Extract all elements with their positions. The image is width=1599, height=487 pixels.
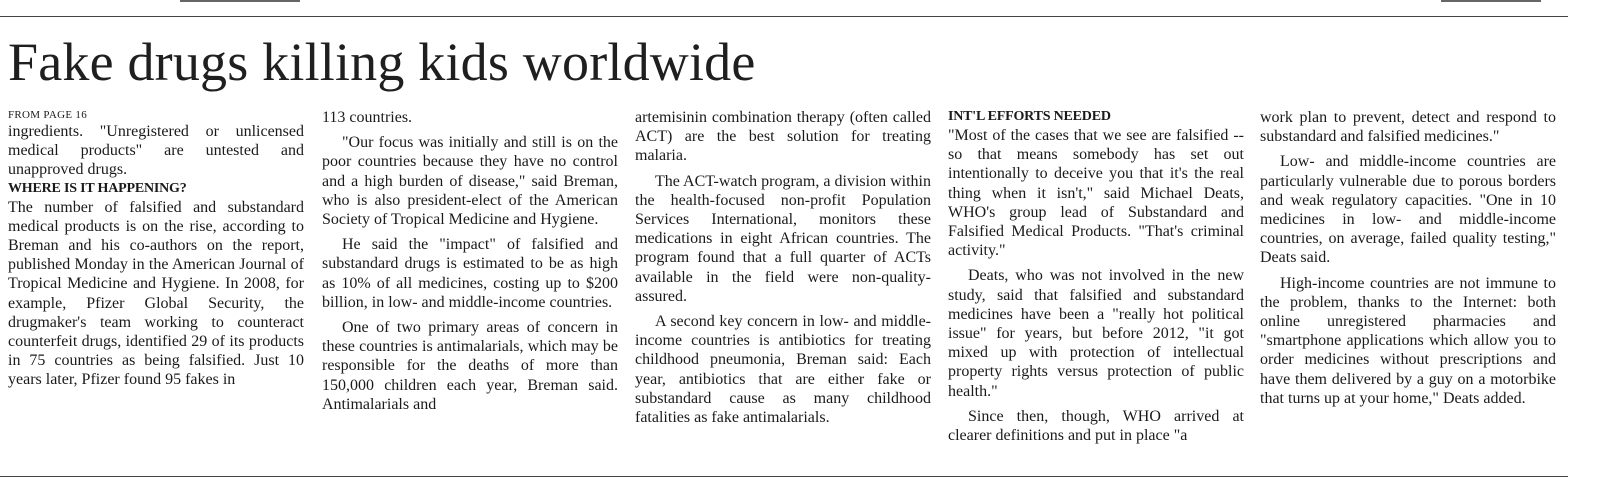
article-body: [8, 108, 1568, 468]
paragraph: ingredients. "Unregistered or unlicensed medical products" are untested and unapproved drugs.: [8, 123, 304, 179]
paragraph: Low- and middle-income countries are particularly vulnerable due to porous borders and weak regulatory capacities. "One in 10 medicines in low- and middle-income countries, on average, failed quality testing," Deats said.: [1260, 153, 1556, 267]
paragraph: High-income countries are not immune to the problem, thanks to the Internet: both online unregistered pharmacies and "smartphone applications which allow you to order medicines without prescriptions and have them delivered by a guy on a motorbike that turns up at your home," Deats added.: [1260, 274, 1556, 407]
section-subhead: WHERE IS IT HAPPENING?: [8, 180, 187, 196]
headline: Fake drugs killing kids worldwide: [8, 32, 756, 92]
paragraph: Deats, who was not involved in the new study, said that falsified and substandard medicines have been a "really hot political issue" for years, but before 2012, "it got mixed up with protection of intellectual property rights versus protection of public health.": [948, 267, 1244, 400]
paragraph: A second key concern in low- and middle-income countries is antibiotics for treating childhood pneumonia, Breman said: Each year, antibiotics that are either fake or substandard cause as many childhood fatalities as fake antimalarials.: [635, 313, 931, 427]
header-rule-fragment-right: [1441, 0, 1541, 2]
paragraph: Since then, though, WHO arrived at clearer definitions and put in place "a: [948, 407, 1244, 445]
paragraph: The number of falsified and substandard medical products is on the rise, according to Breman and his co-authors on the report, published Monday in the American Journal of Tropical Medicine and Hygiene. In 2008, for example, Pfizer Global Security, the drugmaker's team working to counteract counterfeit drugs, identified 29 of its products in 75 countries as being falsified. Just 10 years later, Pfizer found 95 fakes in: [8, 198, 304, 389]
top-divider: [0, 16, 1568, 17]
paragraph: artemisinin combination therapy (often called ACT) are the best solution for treating malaria.: [635, 109, 931, 165]
continued-from-label: FROM PAGE 16: [8, 109, 87, 121]
paragraph: work plan to prevent, detect and respond to substandard and falsified medicines.": [1260, 109, 1556, 146]
column-1: [8, 108, 304, 390]
column-3: [635, 108, 931, 427]
column-2: [322, 108, 618, 414]
paragraph: The ACT-watch program, a division within the health-focused non-profit Population Services International, monitors these medications in eight African countries. The program found that a full quarter of ACTs available in the field were non-quality-assured.: [635, 172, 931, 305]
paragraph: One of two primary areas of concern in these countries is antimalarials, which may be responsible for the deaths of more than 150,000 children each year, Breman said. Antimalarials and: [322, 319, 618, 413]
column-4: [948, 108, 1244, 445]
paragraph: He said the "impact" of falsified and substandard drugs is estimated to be as high as 10% of all medicines, costing up to $200 billion, in low- and middle-income countries.: [322, 236, 618, 311]
section-subhead: INT'L EFFORTS NEEDED: [948, 109, 1111, 124]
paragraph: "Our focus was initially and still is on the poor countries because they have no control and a high burden of disease," said Breman, who is also president-elect of the American Society of Tropical Medicine and Hygiene.: [322, 134, 618, 229]
column-5: [1260, 108, 1556, 408]
paragraph: "Most of the cases that we see are falsified -- so that means somebody has set out intentionally to deceive you that it's the real thing when it isn't," said Michael Deats, WHO's group lead of Substandard and Falsified Medical Products. "That's criminal activity.": [948, 127, 1244, 260]
bottom-divider: [0, 476, 1568, 477]
paragraph: 113 countries.: [322, 109, 413, 126]
header-rule-fragment-left: [180, 0, 300, 2]
